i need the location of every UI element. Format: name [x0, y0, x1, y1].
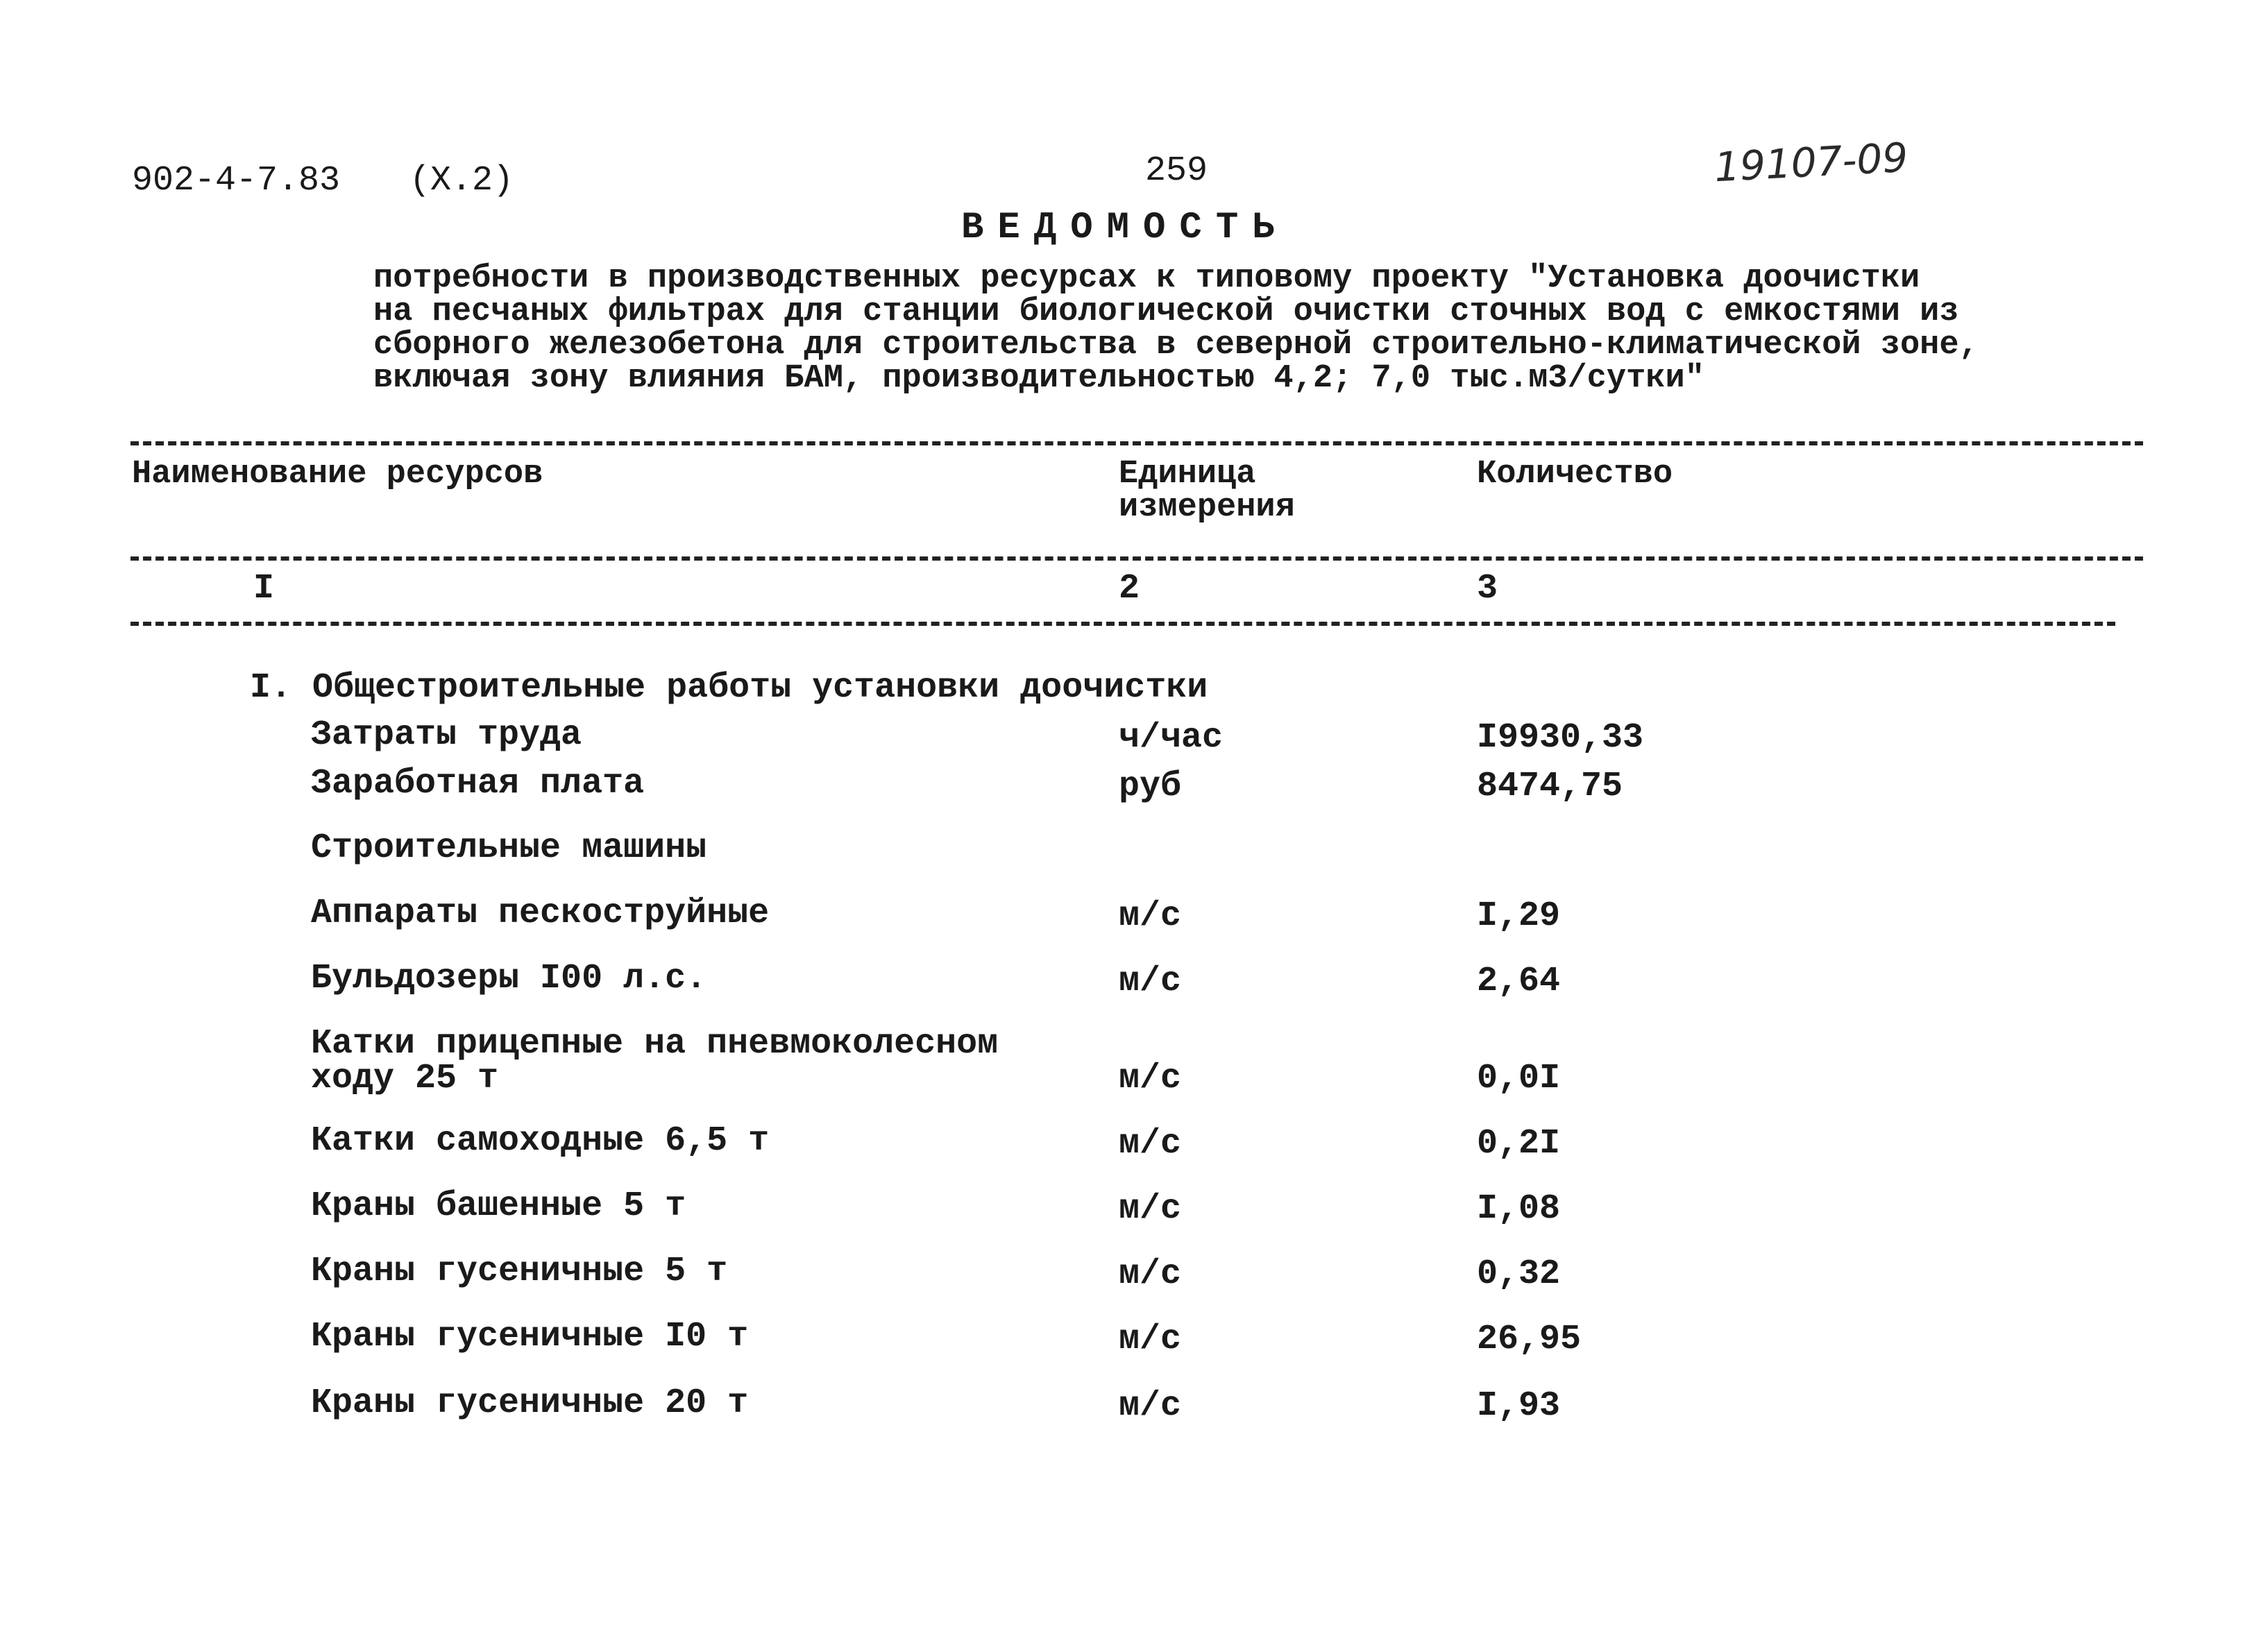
column-number-1: I	[253, 569, 275, 608]
resource-quantity: 0,2I	[1477, 1124, 1561, 1164]
sheet-label: (X.2)	[409, 161, 514, 201]
resource-unit: м/с	[1119, 1320, 1182, 1359]
resource-unit: руб	[1119, 767, 1182, 806]
resource-name: Краны башенные 5 т	[311, 1186, 686, 1226]
section-title: I. Общестроительные работы установки доочистки	[250, 668, 1208, 708]
resource-unit: м/с	[1119, 1386, 1182, 1426]
resource-quantity: 8474,75	[1477, 767, 1623, 806]
resource-unit: м/с	[1119, 1189, 1182, 1229]
resource-name: Краны гусеничные 20 т	[311, 1384, 749, 1423]
column-number-3: 3	[1477, 569, 1498, 608]
header-resource-name: Наименование ресурсов	[132, 456, 543, 493]
resource-quantity: 0,32	[1477, 1254, 1561, 1294]
resource-name: Катки самоходные 6,5 т	[311, 1121, 770, 1161]
resource-name: Катки прицепные на пневмоколесном ходу 25 т	[311, 1024, 999, 1098]
resource-quantity: I,93	[1477, 1386, 1561, 1426]
resource-quantity: 2,64	[1477, 962, 1561, 1001]
resource-name: Затраты труда	[311, 715, 582, 755]
column-numbers-rule	[130, 622, 2115, 626]
header-bottom-rule	[130, 556, 2143, 561]
resource-name: Строительные машины	[311, 828, 707, 868]
resource-quantity: I,29	[1477, 896, 1561, 936]
document-title: ВЕДОМОСТЬ	[961, 207, 1289, 249]
resource-unit: м/с	[1119, 1254, 1182, 1294]
resource-name: Заработная плата	[311, 764, 645, 803]
header-quantity: Количество	[1477, 456, 1673, 493]
resource-name: Бульдозеры I00 л.с.	[311, 959, 707, 998]
handwritten-stamp: 19107-09	[1713, 133, 1909, 191]
resource-unit: м/с	[1119, 962, 1182, 1001]
document-subtitle: потребности в производственных ресурсах к типовому проекту "Установка доочистки на песчаных фильтрах для станции биологической очистки сточных вод с емкостями из сборного железобетона для строительства в северной строительно-климатической зоне, включая зону влияния БАМ, производительностью 4,2; 7,0 тыс.м3/сутки"	[373, 260, 1979, 397]
document-code: 902-4-7.83	[132, 161, 341, 201]
resource-quantity: 26,95	[1477, 1320, 1582, 1359]
resource-name: Краны гусеничные 5 т	[311, 1252, 728, 1291]
page-number: 259	[1145, 151, 1208, 191]
column-number-2: 2	[1119, 569, 1140, 608]
resource-unit: м/с	[1119, 1124, 1182, 1164]
resource-unit: м/с	[1119, 1059, 1182, 1098]
resource-name: Краны гусеничные I0 т	[311, 1317, 749, 1356]
resource-unit: ч/час	[1119, 718, 1224, 758]
table-top-rule	[130, 441, 2143, 445]
resource-quantity: I9930,33	[1477, 718, 1644, 758]
header-unit: Единица измерения	[1119, 456, 1295, 526]
resource-quantity: 0,0I	[1477, 1059, 1561, 1098]
resource-name: Аппараты пескоструйные	[311, 894, 770, 933]
resource-unit: м/с	[1119, 896, 1182, 936]
resource-quantity: I,08	[1477, 1189, 1561, 1229]
